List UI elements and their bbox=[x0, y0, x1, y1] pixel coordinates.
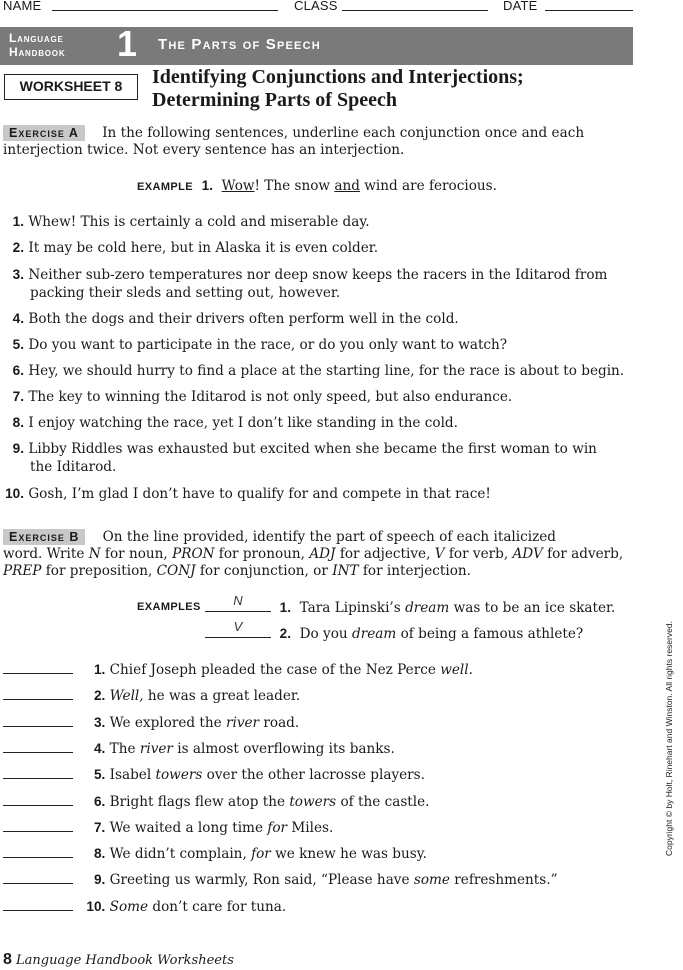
footer-title: Language Handbook Worksheets bbox=[16, 953, 234, 968]
answer-blank[interactable] bbox=[3, 844, 73, 858]
exercise-a-item bbox=[4, 414, 458, 432]
italicized-word: Some bbox=[109, 898, 149, 915]
item-number: 9. bbox=[12, 441, 24, 456]
italicized-word: well. bbox=[440, 662, 473, 678]
item-text: Greeting us warmly, Ron said, “Please have bbox=[109, 872, 414, 889]
item-text: road. bbox=[259, 714, 300, 731]
worksheet-label: WORKSHEET 8 bbox=[4, 74, 138, 100]
exercise-b-item bbox=[3, 713, 299, 732]
item-text: Do you want to participate in the race, or do you only want to watch? bbox=[28, 337, 508, 353]
exercise-a-item bbox=[4, 310, 459, 328]
exercise-b-item bbox=[3, 792, 429, 811]
item-text: Isabel bbox=[109, 767, 156, 784]
item-text-continued: the Iditarod. bbox=[30, 459, 117, 475]
banner-title: The Parts of Speech bbox=[158, 36, 321, 53]
exercise-b-item bbox=[3, 739, 395, 758]
item-number: 4. bbox=[12, 311, 24, 326]
answer-blank[interactable] bbox=[205, 593, 271, 612]
item-number: 8. bbox=[12, 415, 24, 430]
item-number: 2. bbox=[279, 626, 291, 641]
item-text: of being a famous athlete? bbox=[396, 626, 584, 642]
answer-blank[interactable] bbox=[3, 713, 73, 727]
item-text: The bbox=[109, 740, 140, 757]
item-number: 5. bbox=[93, 767, 106, 783]
item-number: 6. bbox=[93, 793, 106, 809]
banner-section-label: Language Handbook bbox=[9, 31, 66, 59]
item-text: We didn’t complain, bbox=[109, 846, 252, 863]
item-number: 5. bbox=[12, 337, 24, 352]
italicized-word: some bbox=[413, 872, 450, 889]
example-item bbox=[205, 593, 616, 617]
item-number: 1. bbox=[93, 662, 106, 677]
item-text-continued: packing their sleds and setting out, however. bbox=[30, 285, 341, 301]
copyright-notice: Copyright © by Holt, Rinehart and Winston. All rights reserved. bbox=[664, 621, 674, 856]
item-text: I enjoy watching the race, yet I don’t like standing in the cold. bbox=[28, 415, 458, 431]
item-text: Bright flags flew atop the bbox=[109, 793, 290, 810]
item-text: Libby Riddles was exhausted but excited when she became the first woman to win bbox=[28, 441, 597, 457]
exercise-b-item bbox=[3, 844, 427, 863]
item-number: 3. bbox=[93, 714, 106, 730]
answer-blank[interactable] bbox=[3, 660, 73, 674]
answer-blank[interactable] bbox=[205, 619, 271, 638]
chapter-number: 1 bbox=[117, 23, 138, 64]
item-number: 7. bbox=[12, 389, 24, 404]
date-line[interactable] bbox=[545, 10, 633, 11]
exercise-a-item bbox=[4, 388, 512, 406]
handwritten-answer: V bbox=[233, 619, 243, 634]
handwritten-answer: N bbox=[233, 593, 243, 608]
item-text: don’t care for tuna. bbox=[148, 898, 287, 915]
answer-blank[interactable] bbox=[3, 739, 73, 753]
italicized-word: towers bbox=[155, 767, 203, 784]
item-text: The key to winning the Iditarod is not only speed, but also endurance. bbox=[28, 389, 513, 405]
item-number: 3. bbox=[12, 267, 24, 282]
item-number: 10. bbox=[86, 898, 106, 914]
item-text: We waited a long time bbox=[109, 819, 268, 836]
exercise-a-item bbox=[4, 362, 624, 380]
name-line[interactable] bbox=[52, 10, 278, 11]
exercise-a-item bbox=[4, 485, 491, 503]
exercise-b-item bbox=[3, 818, 333, 837]
exercise-b-item bbox=[3, 765, 425, 784]
answer-blank[interactable] bbox=[3, 792, 73, 806]
italicized-word: river bbox=[225, 714, 260, 731]
item-number: 8. bbox=[93, 846, 106, 862]
item-number: 4. bbox=[93, 740, 106, 756]
item-number: 10. bbox=[5, 486, 24, 501]
item-text: over the other lacrosse players. bbox=[202, 767, 425, 784]
answer-blank[interactable] bbox=[3, 870, 73, 884]
answer-blank[interactable] bbox=[3, 686, 73, 700]
answer-blank[interactable] bbox=[3, 765, 73, 779]
item-number: 1. bbox=[12, 214, 24, 229]
item-text: is almost overflowing its banks. bbox=[172, 740, 395, 757]
italicized-word: for bbox=[251, 846, 271, 863]
item-text: Hey, we should hurry to find a place at the starting line, for the race is about to begin. bbox=[28, 363, 625, 379]
exercise-b-item bbox=[3, 660, 473, 679]
name-label: NAME bbox=[3, 0, 42, 13]
worksheet-title: Identifying Conjunctions and Interjections; Determining Parts of Speech bbox=[152, 66, 524, 111]
item-text: Whew! This is certainly a cold and miserable day. bbox=[28, 214, 370, 230]
italicized-word: Well, bbox=[109, 688, 144, 705]
answer-blank[interactable] bbox=[3, 818, 73, 832]
item-text: Neither sub-zero temperatures nor deep snow keeps the racers in the Iditarod from bbox=[28, 267, 608, 283]
item-number: 9. bbox=[93, 872, 106, 888]
item-text: Do you bbox=[299, 626, 353, 642]
class-line[interactable] bbox=[342, 10, 488, 11]
exercise-b-item bbox=[3, 870, 558, 889]
page-footer bbox=[3, 951, 234, 969]
item-text: was to be an ice skater. bbox=[449, 600, 616, 616]
date-label: DATE bbox=[503, 0, 538, 13]
page-number: 8 bbox=[3, 951, 12, 968]
exercise-a-instructions: Exercise A In the following sentences, underline each conjunction once and each interjection twice. Not every sentence has an interjection. bbox=[3, 125, 585, 158]
italicized-word: towers bbox=[289, 793, 337, 810]
exercise-a-item bbox=[4, 440, 597, 476]
item-number: 7. bbox=[93, 819, 106, 835]
examples-label: EXAMPLES bbox=[137, 601, 201, 613]
exercise-b-tag: Exercise B bbox=[3, 529, 85, 545]
italicized-word: dream bbox=[405, 600, 450, 616]
exercise-a-example: EXAMPLE 1. Wow! The snow and wind are ferocious. bbox=[137, 178, 497, 194]
item-text: Tara Lipinski’s bbox=[299, 600, 406, 616]
exercise-a-item bbox=[4, 266, 607, 302]
item-text: he was a great leader. bbox=[143, 688, 301, 705]
exercise-b-item bbox=[3, 897, 286, 916]
answer-blank[interactable] bbox=[3, 897, 73, 911]
exercise-a-item bbox=[4, 239, 378, 257]
item-text: We explored the bbox=[109, 714, 226, 731]
class-label: CLASS bbox=[294, 0, 338, 13]
italicized-word: river bbox=[139, 740, 173, 757]
item-text: Gosh, I’m glad I don’t have to qualify for and compete in that race! bbox=[28, 486, 491, 502]
item-text: Miles. bbox=[287, 819, 334, 836]
example-item bbox=[205, 619, 584, 643]
item-text: Chief Joseph pleaded the case of the Nez Perce bbox=[109, 662, 441, 678]
item-text: of the castle. bbox=[336, 793, 430, 810]
italicized-word: for bbox=[267, 819, 288, 836]
item-number: 2. bbox=[12, 240, 24, 255]
exercise-b-item bbox=[3, 686, 300, 705]
exercise-a-tag: Exercise A bbox=[3, 125, 85, 141]
item-text: It may be cold here, but in Alaska it is even colder. bbox=[28, 240, 379, 256]
item-text: refreshments.” bbox=[449, 872, 558, 889]
item-text: Both the dogs and their drivers often perform well in the cold. bbox=[28, 311, 459, 327]
item-text: we knew he was busy. bbox=[270, 846, 427, 863]
item-number: 2. bbox=[93, 688, 106, 704]
italicized-word: dream bbox=[352, 626, 397, 642]
item-number: 1. bbox=[279, 600, 291, 615]
item-number: 6. bbox=[12, 363, 24, 378]
exercise-a-item bbox=[4, 336, 507, 354]
exercise-b-instructions: Exercise B On the line provided, identify the part of speech of each italicized word. Write N for noun, PRON for pronoun, ADJ for adjective, V for verb, ADV for adverb, PREP for preposition, CONJ for conjunction, or INT for interjection. bbox=[3, 529, 624, 579]
exercise-a-item bbox=[4, 213, 370, 231]
